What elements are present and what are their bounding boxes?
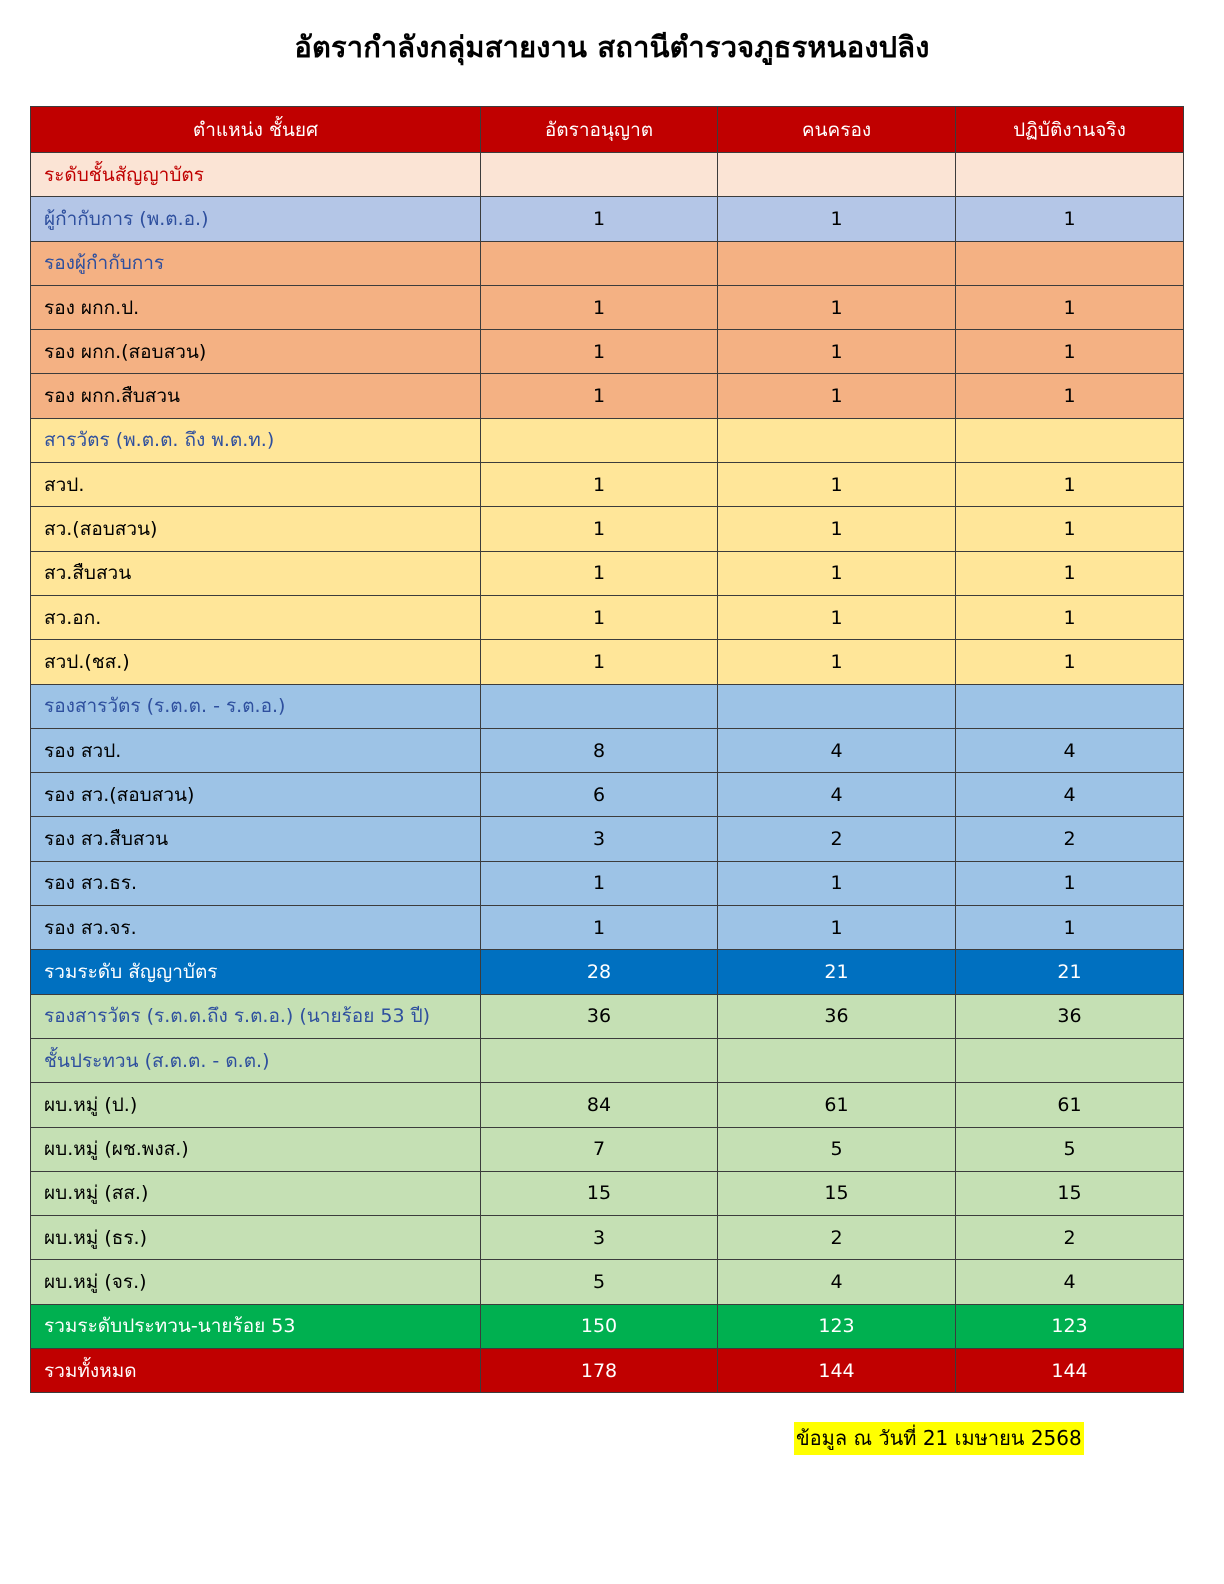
position-cell: ผบ.หมู่ (สส.) [31,1171,481,1215]
authorized-cell: 28 [481,950,718,994]
occupied-cell: 1 [718,906,956,950]
table-row [31,1216,1184,1260]
occupied-cell: 1 [718,507,956,551]
table-row [31,728,1184,772]
actual-cell: 1 [956,197,1184,241]
occupied-cell [718,1038,956,1082]
position-cell: รองสารวัตร (ร.ต.ต.ถึง ร.ต.อ.) (นายร้อย 53 ปี) [31,994,481,1038]
actual-cell: 2 [956,817,1184,861]
authorized-cell [481,241,718,285]
actual-cell: 36 [956,994,1184,1038]
position-cell: รอง ผกก.(สอบสวน) [31,330,481,374]
position-cell: ชั้นประทวน (ส.ต.ต. - ด.ต.) [31,1038,481,1082]
actual-cell: 15 [956,1171,1184,1215]
table-row [31,1171,1184,1215]
position-cell: ผบ.หมู่ (ป.) [31,1083,481,1127]
actual-cell: 123 [956,1304,1184,1348]
occupied-cell: 61 [718,1083,956,1127]
authorized-cell: 1 [481,595,718,639]
actual-cell [956,1038,1184,1082]
occupied-cell: 2 [718,1216,956,1260]
authorized-cell: 1 [481,906,718,950]
table-row [31,1304,1184,1348]
table-row [31,684,1184,728]
occupied-cell: 4 [718,773,956,817]
authorized-cell [481,1038,718,1082]
actual-cell: 1 [956,285,1184,329]
actual-cell [956,418,1184,462]
occupied-cell: 15 [718,1171,956,1215]
table-row [31,551,1184,595]
position-cell: รอง สวป. [31,728,481,772]
header-occupied: คนครอง [718,107,956,153]
position-cell: รองสารวัตร (ร.ต.ต. - ร.ต.อ.) [31,684,481,728]
occupied-cell [718,153,956,197]
authorized-cell: 178 [481,1349,718,1393]
authorized-cell: 1 [481,197,718,241]
actual-cell: 4 [956,773,1184,817]
position-cell: รวมทั้งหมด [31,1349,481,1393]
position-cell: รวมระดับ สัญญาบัตร [31,950,481,994]
table-row [31,1349,1184,1393]
actual-cell: 1 [956,330,1184,374]
actual-cell: 1 [956,463,1184,507]
authorized-cell: 84 [481,1083,718,1127]
position-cell: รอง สว.(สอบสวน) [31,773,481,817]
position-cell: สวป. [31,463,481,507]
actual-cell [956,241,1184,285]
table-header-row [31,107,1184,153]
actual-cell: 2 [956,1216,1184,1260]
staffing-table [30,106,1184,1393]
occupied-cell: 4 [718,728,956,772]
authorized-cell: 36 [481,994,718,1038]
position-cell: สว.อก. [31,595,481,639]
table-row [31,817,1184,861]
header-position: ตำแหน่ง ชั้นยศ [31,107,481,153]
table-row [31,1038,1184,1082]
authorized-cell: 8 [481,728,718,772]
occupied-cell: 5 [718,1127,956,1171]
position-cell: รอง สว.สืบสวน [31,817,481,861]
table-row [31,994,1184,1038]
authorized-cell: 1 [481,551,718,595]
authorized-cell: 1 [481,463,718,507]
occupied-cell: 1 [718,551,956,595]
authorized-cell: 1 [481,640,718,684]
occupied-cell: 1 [718,463,956,507]
authorized-cell: 1 [481,507,718,551]
position-cell: ผบ.หมู่ (ธร.) [31,1216,481,1260]
table-row [31,463,1184,507]
table-row [31,153,1184,197]
occupied-cell: 36 [718,994,956,1038]
actual-cell: 1 [956,861,1184,905]
position-cell: ผู้กำกับการ (พ.ต.อ.) [31,197,481,241]
actual-cell: 4 [956,728,1184,772]
table-body [31,153,1184,1393]
position-cell: ผบ.หมู่ (ผช.พงส.) [31,1127,481,1171]
position-cell: รอง ผกก.ป. [31,285,481,329]
authorized-cell: 1 [481,285,718,329]
authorized-cell [481,684,718,728]
occupied-cell: 1 [718,197,956,241]
authorized-cell: 6 [481,773,718,817]
authorized-cell: 150 [481,1304,718,1348]
table-row [31,1127,1184,1171]
authorized-cell [481,418,718,462]
authorized-cell: 1 [481,330,718,374]
actual-cell: 1 [956,374,1184,418]
table-row [31,773,1184,817]
table-row [31,950,1184,994]
position-cell: รองผู้กำกับการ [31,241,481,285]
table-row [31,374,1184,418]
table-row [31,906,1184,950]
actual-cell: 21 [956,950,1184,994]
authorized-cell: 15 [481,1171,718,1215]
header-actual: ปฏิบัติงานจริง [956,107,1184,153]
actual-cell: 144 [956,1349,1184,1393]
actual-cell: 1 [956,507,1184,551]
occupied-cell: 1 [718,861,956,905]
occupied-cell: 1 [718,285,956,329]
actual-cell: 5 [956,1127,1184,1171]
occupied-cell: 4 [718,1260,956,1304]
authorized-cell: 3 [481,817,718,861]
actual-cell: 1 [956,551,1184,595]
occupied-cell: 1 [718,595,956,639]
table-row [31,241,1184,285]
table-row [31,595,1184,639]
position-cell: ผบ.หมู่ (จร.) [31,1260,481,1304]
position-cell: รวมระดับประทวน-นายร้อย 53 [31,1304,481,1348]
position-cell: ระดับชั้นสัญญาบัตร [31,153,481,197]
position-cell: สว.(สอบสวน) [31,507,481,551]
table-row [31,1260,1184,1304]
table-row [31,197,1184,241]
occupied-cell: 1 [718,374,956,418]
occupied-cell [718,418,956,462]
occupied-cell: 1 [718,640,956,684]
actual-cell: 1 [956,595,1184,639]
table-row [31,640,1184,684]
occupied-cell: 144 [718,1349,956,1393]
authorized-cell: 1 [481,374,718,418]
position-cell: รอง สว.จร. [31,906,481,950]
position-cell: สารวัตร (พ.ต.ต. ถึง พ.ต.ท.) [31,418,481,462]
authorized-cell: 7 [481,1127,718,1171]
occupied-cell: 21 [718,950,956,994]
authorized-cell: 5 [481,1260,718,1304]
authorized-cell: 3 [481,1216,718,1260]
header-authorized: อัตราอนุญาต [481,107,718,153]
table-row [31,507,1184,551]
occupied-cell: 123 [718,1304,956,1348]
position-cell: สวป.(ชส.) [31,640,481,684]
table-row [31,418,1184,462]
position-cell: รอง สว.ธร. [31,861,481,905]
occupied-cell: 1 [718,330,956,374]
table-row [31,861,1184,905]
data-date-note: ข้อมูล ณ วันที่ 21 เมษายน 2568 [794,1422,1084,1455]
table-row [31,1083,1184,1127]
table-row [31,330,1184,374]
actual-cell: 1 [956,906,1184,950]
actual-cell: 1 [956,640,1184,684]
table-row [31,285,1184,329]
actual-cell: 4 [956,1260,1184,1304]
actual-cell [956,684,1184,728]
actual-cell: 61 [956,1083,1184,1127]
authorized-cell: 1 [481,861,718,905]
authorized-cell [481,153,718,197]
position-cell: รอง ผกก.สืบสวน [31,374,481,418]
page-title: อัตรากำลังกลุ่มสายงาน สถานีตำรวจภูธรหนองปลิง [294,30,930,64]
actual-cell [956,153,1184,197]
position-cell: สว.สืบสวน [31,551,481,595]
occupied-cell [718,241,956,285]
occupied-cell: 2 [718,817,956,861]
occupied-cell [718,684,956,728]
